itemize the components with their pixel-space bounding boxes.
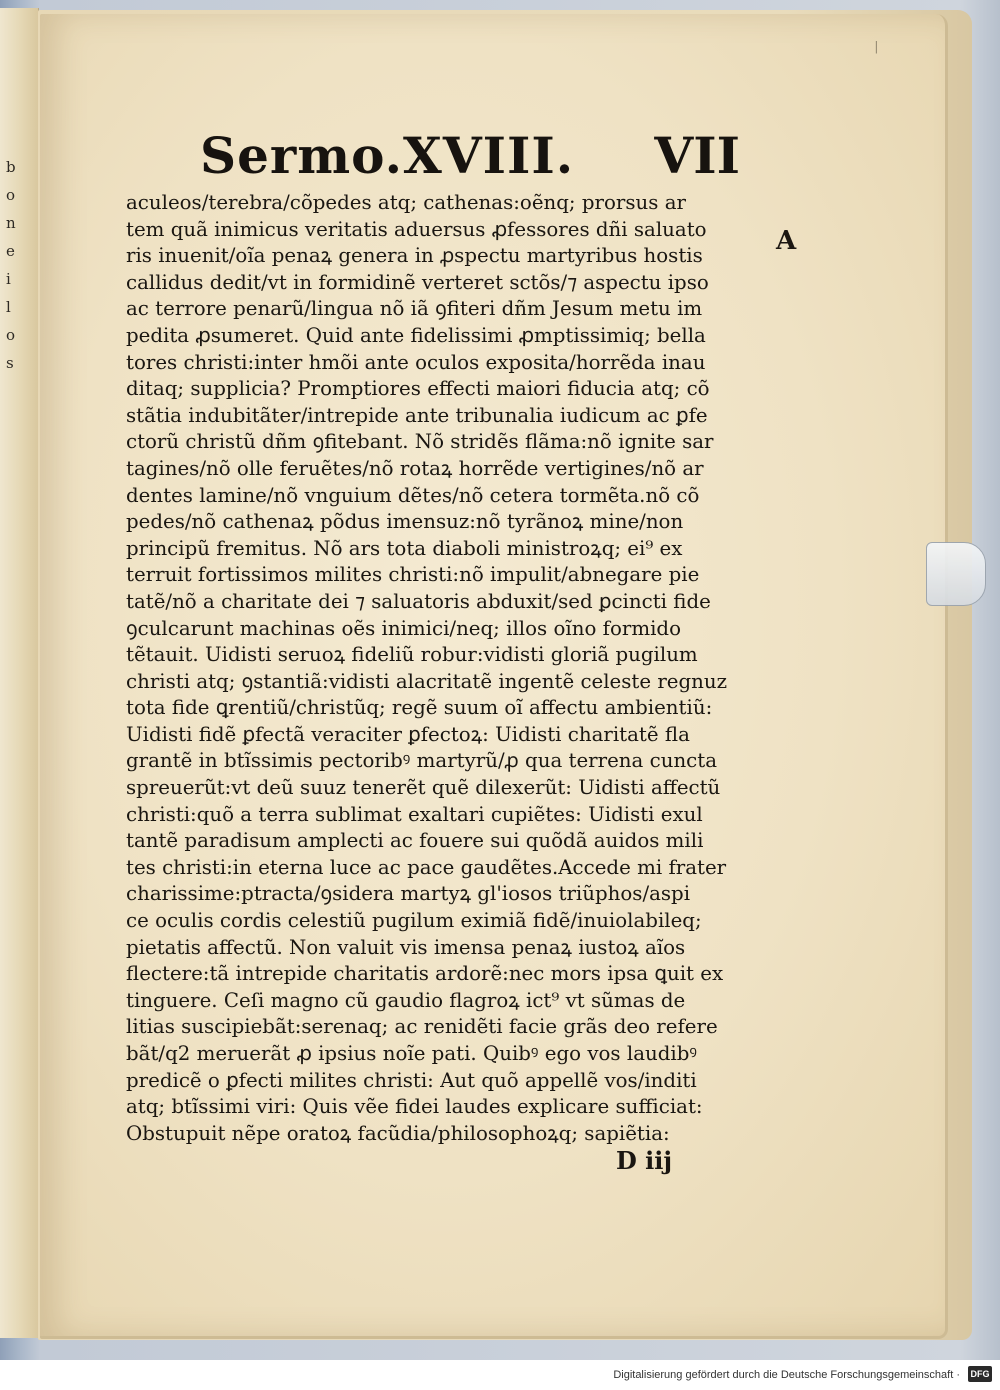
footer-credit: Digitalisierung gefördert durch die Deutsche Forschungsgemeinschaft · xyxy=(613,1369,960,1381)
text-line: spreuerũt:vt deũ suuz tenerẽt quẽ dilexerũt: Uidisti affectũ xyxy=(126,776,721,800)
margin-letter: e xyxy=(6,242,15,260)
text-line: ctorũ christũ dñm ꝯfitebant. Nõ stridẽs flãma:nõ ignite sar xyxy=(126,430,714,454)
text-line: bãt/q2 meruerãt ꝓ ipsius noĩe pati. Quibꝰ ego vos laudibꝰ xyxy=(126,1042,697,1065)
margin-letter: o xyxy=(6,326,16,344)
margin-letter: o xyxy=(6,186,16,204)
text-line: charissime:ptracta/ꝯsidera martyꝝ gl'iosos triũphos/aspi xyxy=(126,882,691,906)
running-title: Sermo.XVIII. xyxy=(200,126,575,185)
text-line: tatẽ/nõ a charitate dei ⁊ saluatoris abduxit/sed ꝑcincti fide xyxy=(126,589,711,613)
text-line: ce oculis cordis celestiũ pugilum eximiã fidẽ/inuiolabileq; xyxy=(126,909,702,933)
text-line: stãtia indubitãter/intrepide ante tribunalia iudicum ac ꝑfe xyxy=(126,403,708,427)
page-tick-mark: ᛁ xyxy=(872,40,881,56)
signature-mark: D iij xyxy=(616,1146,673,1175)
text-line: dentes lamine/nõ vnguium dẽtes/nõ cetera tormẽta.nõ cõ xyxy=(126,483,700,507)
marginal-note: A xyxy=(776,226,797,256)
text-block xyxy=(126,190,766,1147)
text-line: principũ fremitus. Nõ ars tota diaboli ministroꝝq; ei⁹ ex xyxy=(126,536,683,560)
text-line: tagines/nõ olle feruẽtes/nõ rotaꝝ horrẽde vertigines/nõ ar xyxy=(126,456,704,480)
margin-letter: n xyxy=(6,214,16,232)
text-line: callidus dedit/vt in formidinẽ verteret sctõs/⁊ aspectu ipso xyxy=(126,270,709,294)
text-line: tota fide ꝗrentiũ/christũq; regẽ suum oĩ affectu ambientiũ: xyxy=(126,696,713,720)
text-line: terruit fortissimos milites christi:nõ impulit/abnegare pie xyxy=(126,563,700,587)
text-line: aculeos/terebra/cõpedes atq; cathenas:oẽnq; prorsus ar xyxy=(126,191,686,214)
dfg-logo[interactable]: DFG xyxy=(968,1366,992,1382)
margin-letter: b xyxy=(6,158,16,176)
text-line: pedita ꝓsumeret. Quid ante fidelissimi ꝓmptissimiq; bella xyxy=(126,323,706,347)
text-line: tẽtauit. Uidisti seruoꝝ fideliũ robur:vidisti gloriã pugilum xyxy=(126,643,698,667)
text-line: ditaq; supplicia? Promptiores effecti maiori fiducia atq; cõ xyxy=(126,377,710,401)
text-line: flectere:tã intrepide charitatis ardorẽ:nec mors ipsa ꝗuit ex xyxy=(126,962,724,986)
text-line: tinguere. Ceſi magno cũ gaudio flagroꝝ ict⁹ vt sũmas de xyxy=(126,988,686,1012)
text-line: christi:quõ a terra sublimat exaltari cupiẽtes: Uidisti exul xyxy=(126,802,703,826)
text-line: pietatis affectũ. Non valuit vis imensa penaꝝ iustoꝝ aĩos xyxy=(126,935,686,959)
folio-number: VII xyxy=(654,126,740,185)
margin-letter: i xyxy=(6,270,11,288)
text-line: ris inuenit/oĩa penaꝝ genera in ꝓspectu martyribus hostis xyxy=(126,244,703,268)
text-line: litias suscipiebãt:serenaq; ac renidẽti facie grãs deo refere xyxy=(126,1015,718,1039)
margin-letter: l xyxy=(6,298,11,316)
text-line: grantẽ in btĩssimis pectoribꝰ martyrũ/ꝓ qua terrena cuncta xyxy=(126,749,717,773)
page-clip-marker xyxy=(926,542,986,606)
text-line: atq; btĩssimi viri: Quis vẽe fidei laudes explicare sufficiat: xyxy=(126,1095,703,1119)
text-line: ac terrore penarũ/lingua nõ iã ꝯfiteri dñm Jesum metu im xyxy=(126,297,703,321)
text-line: Obstupuit nẽpe oratoꝝ facũdia/philosophoꝝq; sapiẽtia: xyxy=(126,1121,670,1145)
text-line: predicẽ o ꝑfecti milites christi: Aut quõ appellẽ vos/inditi xyxy=(126,1068,697,1092)
text-line: ꝯculcarunt machinas oẽs inimici/neq; illos oĩno formido xyxy=(126,616,681,640)
text-line: pedes/nõ cathenaꝝ põdus imensuz:nõ tyrãnoꝝ mine/non xyxy=(126,510,684,534)
text-line: tantẽ paradisum amplecti ac fouere sui quõdã auidos mili xyxy=(126,829,704,853)
text-line: tem quã inimicus veritatis aduersus ꝓfessores dñi saluato xyxy=(126,217,707,241)
text-line: tes christi:in eterna luce ac pace gaudẽtes.Accede mi frater xyxy=(126,855,727,879)
running-header xyxy=(200,126,740,186)
facing-page-edge xyxy=(0,8,39,1338)
footer-bar xyxy=(0,1360,1000,1390)
text-line: christi atq; ꝯstantiã:vidisti alacritatẽ ingentẽ celeste regnuz xyxy=(126,669,728,693)
text-line: Uidisti fidẽ ꝑfectã veraciter ꝑfectoꝝ: Uidisti charitatẽ fla xyxy=(126,722,690,746)
text-line: tores christi:inter hmõi ante oculos exposita/horrẽda inau xyxy=(126,350,706,374)
margin-letter: s xyxy=(6,354,14,372)
